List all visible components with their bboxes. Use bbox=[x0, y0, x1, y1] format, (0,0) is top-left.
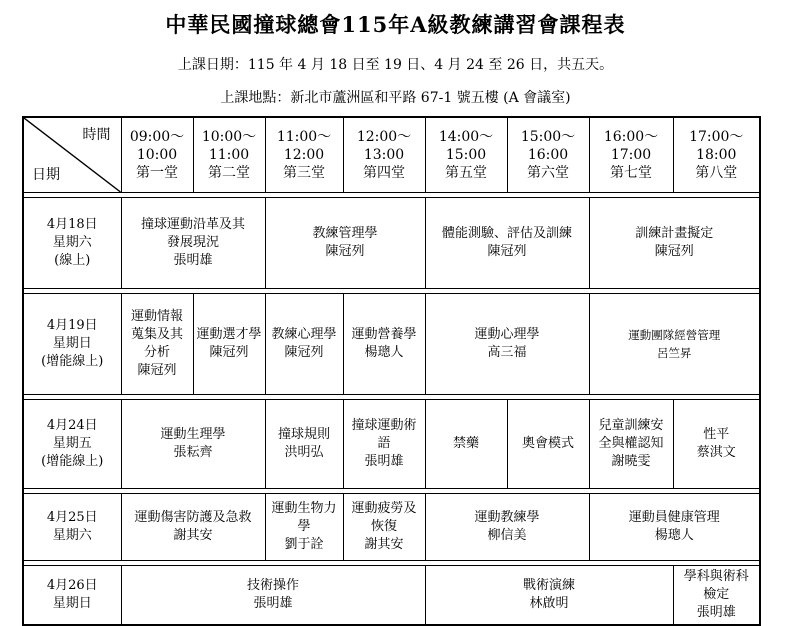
course-cell bbox=[265, 294, 343, 395]
period-start: 12:00～ bbox=[356, 129, 412, 145]
course-teacher: 陳冠列 bbox=[209, 345, 249, 360]
course-teacher: 張明雄 bbox=[364, 454, 404, 469]
course-teacher: 劉于詮 bbox=[284, 537, 324, 552]
day-cell bbox=[23, 294, 121, 395]
period-name: 第二堂 bbox=[208, 165, 250, 181]
course-teacher: 謝其安 bbox=[364, 537, 404, 552]
course-cell bbox=[343, 294, 425, 395]
day-note: (增能線上) bbox=[41, 354, 104, 369]
page-title: 中華民國撞球總會115年A級教練講習會課程表 bbox=[165, 12, 626, 37]
day-weekday: 星期六 bbox=[52, 235, 92, 250]
course-cell bbox=[121, 566, 425, 626]
header-row bbox=[23, 117, 760, 193]
course-cell bbox=[265, 400, 343, 489]
period-name: 第八堂 bbox=[695, 165, 738, 181]
course-cell bbox=[425, 494, 589, 561]
period-5 bbox=[425, 117, 507, 193]
course-title: 教練心理學 bbox=[271, 327, 337, 342]
day-weekday: 星期日 bbox=[52, 596, 92, 611]
course-cell bbox=[673, 400, 760, 489]
course-teacher: 謝曉雯 bbox=[611, 454, 651, 469]
day-row-apr25 bbox=[23, 494, 760, 561]
course-title: 奧會模式 bbox=[521, 436, 574, 451]
period-end: 15:00 bbox=[445, 147, 487, 163]
diagonal-header bbox=[24, 118, 121, 192]
course-title: 撞球規則 bbox=[277, 427, 330, 442]
course-title: 運動心理學 bbox=[474, 327, 540, 342]
day-weekday: 星期五 bbox=[52, 436, 92, 451]
course-title: 運動員健康管理 bbox=[628, 510, 720, 525]
course-cell bbox=[121, 494, 265, 561]
course-cell bbox=[425, 198, 589, 289]
day-note: (線上) bbox=[54, 253, 91, 268]
period-8 bbox=[673, 117, 760, 193]
period-start: 14:00～ bbox=[438, 129, 494, 145]
course-teacher: 柳信美 bbox=[487, 528, 527, 543]
day-date: 4月25日 bbox=[46, 510, 98, 525]
course-cell bbox=[265, 494, 343, 561]
day-cell bbox=[23, 198, 121, 289]
course-title: 撞球運動術語 bbox=[351, 418, 417, 451]
course-title: 運動教練學 bbox=[474, 510, 540, 525]
day-weekday: 星期六 bbox=[52, 528, 92, 543]
course-cell bbox=[589, 294, 760, 395]
course-cell bbox=[589, 494, 760, 561]
course-title: 戰術演練 bbox=[522, 578, 575, 593]
course-cell bbox=[589, 400, 673, 489]
schedule-location: 上課地點：新北市蘆洲區和平路 67-1 號五樓 (A 會議室) bbox=[220, 90, 571, 106]
day-row-apr24 bbox=[23, 400, 760, 489]
day-weekday: 星期日 bbox=[52, 336, 92, 351]
period-name: 第四堂 bbox=[363, 165, 405, 181]
course-cell bbox=[673, 566, 760, 626]
time-label: 時間 bbox=[82, 127, 111, 143]
period-end: 10:00 bbox=[136, 147, 178, 163]
course-cell bbox=[193, 294, 265, 395]
period-end: 12:00 bbox=[283, 147, 325, 163]
course-schedule-table bbox=[22, 116, 761, 626]
course-teacher: 林啟明 bbox=[529, 596, 569, 611]
course-title: 運動生物力學 bbox=[271, 501, 337, 534]
course-cell bbox=[265, 198, 425, 289]
period-name: 第一堂 bbox=[136, 165, 178, 181]
course-title: 訓練計畫擬定 bbox=[635, 226, 714, 241]
course-cell bbox=[121, 294, 193, 395]
day-cell bbox=[23, 400, 121, 489]
day-note: (增能線上) bbox=[41, 454, 104, 469]
period-start: 17:00～ bbox=[689, 129, 744, 145]
course-teacher: 洪明弘 bbox=[284, 445, 324, 460]
course-teacher: 陳冠列 bbox=[325, 244, 365, 259]
period-start: 10:00～ bbox=[201, 129, 257, 145]
period-1 bbox=[121, 117, 193, 193]
course-title: 教練管理學 bbox=[312, 226, 378, 241]
day-date: 4月24日 bbox=[46, 418, 98, 433]
period-3 bbox=[265, 117, 343, 193]
course-teacher: 張明雄 bbox=[696, 605, 736, 620]
course-cell bbox=[343, 400, 425, 489]
period-name: 第六堂 bbox=[527, 165, 569, 181]
course-teacher: 楊璁人 bbox=[364, 345, 404, 360]
course-title: 體能測驗、評估及訓練 bbox=[441, 226, 572, 241]
day-row-apr26 bbox=[23, 566, 760, 626]
course-title: 運動傷害防護及急救 bbox=[134, 510, 252, 525]
period-end: 16:00 bbox=[527, 147, 569, 163]
schedule-dates: 上課日期：115 年 4 月 18 日至 19 日、4 月 24 至 26 日，共五天。 bbox=[177, 57, 614, 73]
period-end: 17:00 bbox=[610, 147, 652, 163]
period-start: 15:00～ bbox=[520, 129, 576, 145]
course-title: 技術操作 bbox=[246, 578, 299, 593]
course-teacher: 陳冠列 bbox=[654, 244, 694, 259]
period-name: 第七堂 bbox=[610, 165, 652, 181]
course-cell bbox=[425, 566, 673, 626]
course-teacher: 陳冠列 bbox=[137, 363, 177, 378]
course-cell bbox=[507, 400, 589, 489]
period-6 bbox=[507, 117, 589, 193]
period-end: 11:00 bbox=[208, 147, 250, 163]
course-teacher: 陳冠列 bbox=[284, 345, 324, 360]
period-name: 第三堂 bbox=[283, 165, 325, 181]
course-teacher: 呂竺昇 bbox=[657, 346, 692, 360]
course-cell bbox=[425, 294, 589, 395]
day-row-apr18 bbox=[23, 198, 760, 289]
course-title: 學科與術科檢定 bbox=[683, 569, 749, 602]
day-date: 4月26日 bbox=[46, 578, 98, 593]
course-title: 運動選才學 bbox=[196, 327, 262, 342]
course-title: 運動營養學 bbox=[351, 327, 417, 342]
day-cell bbox=[23, 566, 121, 626]
course-title: 運動團隊經營管理 bbox=[628, 328, 721, 342]
course-teacher: 張明雄 bbox=[253, 596, 293, 611]
course-teacher: 謝其安 bbox=[173, 528, 213, 543]
period-end: 13:00 bbox=[363, 147, 405, 163]
course-title: 撞球運動沿革及其發展現況 bbox=[140, 217, 245, 250]
period-start: 11:00～ bbox=[276, 129, 332, 145]
course-teacher: 蔡淇文 bbox=[696, 445, 736, 460]
course-title: 禁藥 bbox=[452, 436, 479, 451]
period-start: 16:00～ bbox=[603, 129, 659, 145]
course-cell bbox=[589, 198, 760, 289]
period-2 bbox=[193, 117, 265, 193]
day-date: 4月18日 bbox=[46, 217, 98, 232]
course-teacher: 高三福 bbox=[487, 345, 527, 360]
course-title: 性平 bbox=[703, 427, 730, 442]
course-title: 運動情報蒐集及其分析 bbox=[130, 309, 183, 360]
period-name: 第五堂 bbox=[445, 165, 487, 181]
date-label: 日期 bbox=[32, 167, 60, 183]
period-4 bbox=[343, 117, 425, 193]
course-teacher: 楊璁人 bbox=[654, 528, 694, 543]
course-teacher: 張耘齊 bbox=[173, 445, 213, 460]
course-teacher: 陳冠列 bbox=[487, 244, 527, 259]
course-cell bbox=[121, 198, 265, 289]
course-teacher: 張明雄 bbox=[173, 253, 213, 268]
day-date: 4月19日 bbox=[46, 318, 98, 333]
header-corner-cell bbox=[23, 117, 121, 193]
course-cell bbox=[425, 400, 507, 489]
course-title: 兒童訓練安全與權認知 bbox=[598, 418, 664, 451]
period-end: 18:00 bbox=[696, 147, 737, 163]
course-title: 運動疲勞及恢復 bbox=[351, 501, 417, 534]
course-title: 運動生理學 bbox=[160, 427, 226, 442]
day-cell bbox=[23, 494, 121, 561]
day-row-apr19 bbox=[23, 294, 760, 395]
period-7 bbox=[589, 117, 673, 193]
period-start: 09:00～ bbox=[129, 129, 185, 145]
course-cell bbox=[343, 494, 425, 561]
course-cell bbox=[121, 400, 265, 489]
